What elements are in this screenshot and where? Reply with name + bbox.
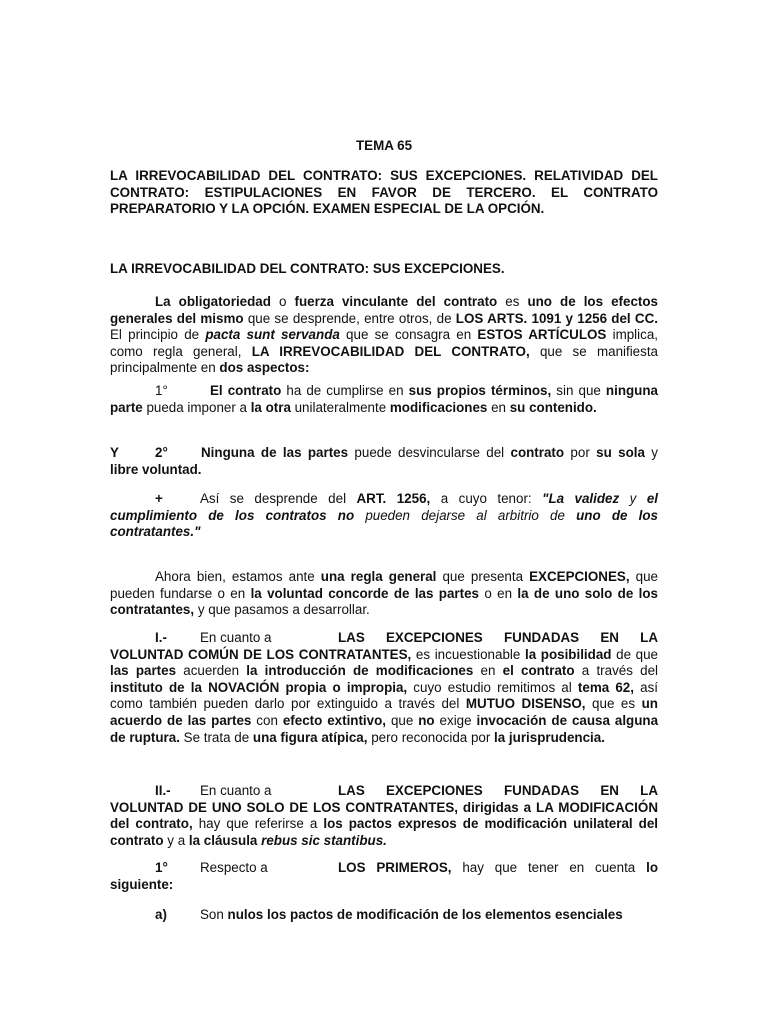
paragraph-section-ii: II.- En cuanto a LAS EXCEPCIONES FUNDADAS EN LA VOLUNTAD DE UNO SOLO DE LOS CONTRATANTES, dirigidas a LA MODIFICACIÓN del contrato, hay que referirse a los pactos expresos de modificación unilateral del contrato y a la cláusula rebus sic stantibus. [110,783,658,848]
paragraph-excepciones: Ahora bien, estamos ante una regla general que presenta EXCEPCIONES, que pueden fundarse o en la voluntad concorde de las partes o en la de uno solo de los contratantes, y que pasamos a desarrollar. [110,569,659,618]
tema-number: TEMA 65 [355,138,413,153]
paragraph-section-i: I.- En cuanto a LAS EXCEPCIONES FUNDADAS EN LA VOLUNTAD COMÚN DE LOS CONTRATANTES, es incuestionable la posibilidad de que las partes acuerden la introducción de modificaciones en el contrato a través del instituto de la NOVACIÓN propia o impropia, cuyo estudio remitimos al tema 62, así como también pueden darlo por extinguido a través del MUTUO DISENSO, que es un acuerdo de las partes con efecto extintivo, que no exige invocación de causa alguna de ruptura. Se trata de una figura atípica, pero reconocida por la jurisprudencia. [110,630,659,745]
document-heading: LA IRREVOCABILIDAD DEL CONTRATO: SUS EXCEPCIONES. RELATIVIDAD DEL CONTRATO: ESTIPULACIONES EN FAVOR DE TERCERO. EL CONTRATO PREPARATORIO Y LA OPCIÓN. EXAMEN ESPECIAL DE LA OPCIÓN. [110,168,658,217]
paragraph-aspect-1: 1° El contrato ha de cumplirse en sus propios términos, sin que ninguna parte pueda imponer a la otra unilateralmente modificaciones en su contenido. [110,383,658,415]
paragraph-item-a: a) Son nulos los pactos de modificación de los elementos esenciales [155,907,623,922]
paragraph-primeros: 1° Respecto a LOS PRIMEROS, hay que tener en cuenta lo siguiente: [110,860,658,892]
paragraph-obligatoriedad: La obligatoriedad o fuerza vinculante del contrato es uno de los efectos generales del mismo que se desprende, entre otros, de LOS ARTS. 1091 y 1256 del CC. El principio de pacta sunt servanda que se consagra en ESTOS ARTÍCULOS implica, como regla general, LA IRREVOCABILIDAD DEL CONTRATO, que se manifiesta principalmente en dos aspectos: [110,294,658,376]
paragraph-aspect-2: Y 2° Ninguna de las partes puede desvincularse del contrato por su sola y libre voluntad. [110,445,658,477]
section-title: LA IRREVOCABILIDAD DEL CONTRATO: SUS EXCEPCIONES. [110,261,505,276]
paragraph-art-1256: + Así se desprende del ART. 1256, a cuyo tenor: "La validez y el cumplimiento de los contratos no pueden dejarse al arbitrio de uno de los contratantes." [110,491,659,540]
